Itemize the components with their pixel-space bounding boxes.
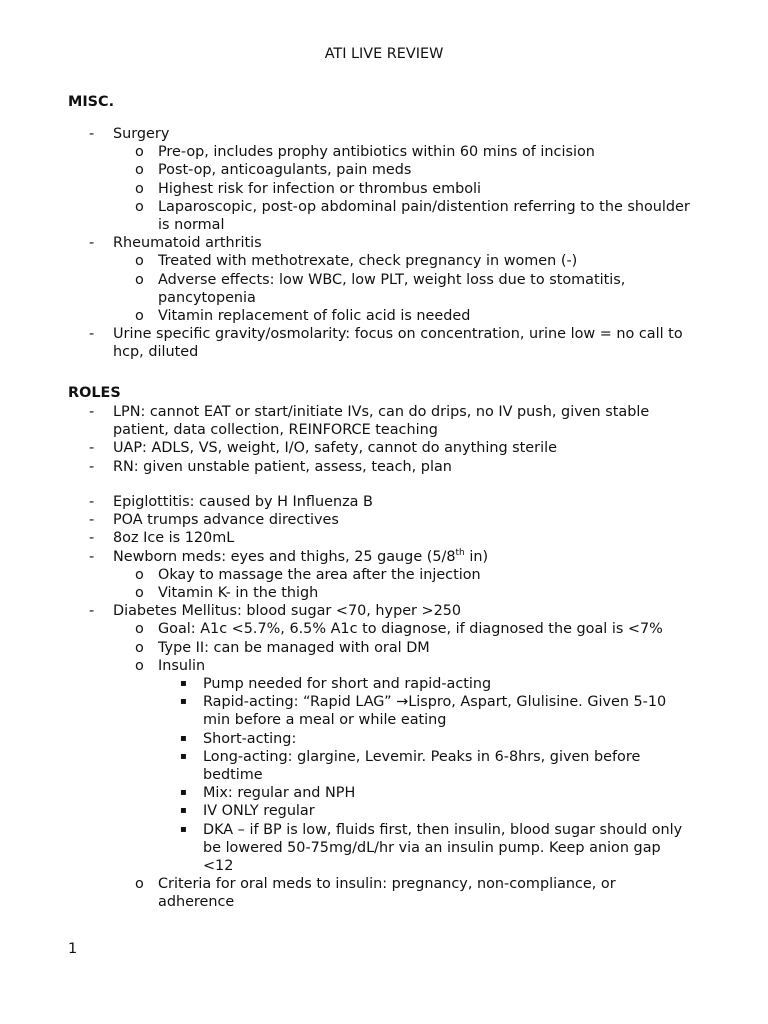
list-item-text: Criteria for oral meds to insulin: pregnancy, non-compliance, or adherence xyxy=(158,876,616,911)
list-item-text: Surgery xyxy=(113,126,170,142)
other-list xyxy=(0,493,768,912)
sub-sub-list-item xyxy=(0,730,768,748)
list-item-text: 8oz Ice is 120mL xyxy=(113,530,235,547)
dash-marker: - xyxy=(89,235,95,252)
list-item-text: Okay to massage the area after the injection xyxy=(158,566,481,583)
list-item-rn xyxy=(0,458,768,476)
sub-list-item xyxy=(0,180,768,198)
list-item-text: Rapid-acting: “Rapid LAG” →Lispro, Aspart, Glulisine. Given 5-10 min before a meal or while eating xyxy=(203,694,667,729)
list-item-newborn-meds xyxy=(0,548,768,566)
sub-list-item xyxy=(0,198,768,234)
dash-marker: - xyxy=(89,603,95,620)
list-item-urine xyxy=(0,325,768,361)
dash-marker: - xyxy=(89,458,95,475)
list-item-text: Vitamin K- in the thigh xyxy=(158,585,319,602)
dash-marker: - xyxy=(89,512,95,529)
ordinal-superscript: th xyxy=(455,547,465,558)
square-bullet-marker: ▪ xyxy=(180,732,187,744)
circle-marker: o xyxy=(135,162,144,179)
sub-list-item xyxy=(0,143,768,161)
list-item-rheumatoid-arthritis xyxy=(0,234,768,252)
sub-sub-list-item xyxy=(0,784,768,802)
list-item-text: Rheumatoid arthritis xyxy=(113,235,262,252)
sub-list-item xyxy=(0,639,768,657)
list-item-text: POA trumps advance directives xyxy=(113,512,339,529)
sub-list-item-insulin xyxy=(0,657,768,675)
list-item-text: Epiglottitis: caused by H Influenza B xyxy=(113,494,373,510)
list-item-text: Pre-op, includes prophy antibiotics within 60 mins of incision xyxy=(158,144,595,161)
list-item-text: DKA – if BP is low, fluids first, then insulin, blood sugar should only be lowered 50-75mg/dL/hr via an insulin pump. Keep anion gap <12 xyxy=(203,821,683,875)
sub-list-item xyxy=(0,566,768,584)
dash-marker: - xyxy=(89,126,95,142)
list-item-text: Goal: A1c <5.7%, 6.5% A1c to diagnose, if diagnosed the goal is <7% xyxy=(158,621,663,638)
list-item-text: LPN: cannot EAT or start/initiate IVs, can do drips, no IV push, given stable patient, data collection, REINFORCE teaching xyxy=(113,404,650,439)
list-item-surgery xyxy=(0,125,768,143)
circle-marker: o xyxy=(135,253,144,270)
circle-marker: o xyxy=(135,639,144,656)
document-title: ATI LIVE REVIEW xyxy=(324,46,444,62)
circle-marker: o xyxy=(135,180,144,197)
square-bullet-marker: ▪ xyxy=(180,696,187,708)
list-item-text: Diabetes Mellitus: blood sugar <70, hyper >250 xyxy=(113,603,462,620)
list-item-text: Highest risk for infection or thrombus emboli xyxy=(158,180,482,197)
dash-marker: - xyxy=(89,404,95,420)
sub-sub-list-item xyxy=(0,748,768,784)
list-item-ice xyxy=(0,529,768,547)
newborn-label-pre: Newborn meds: eyes and thighs, 25 gauge (5/8 xyxy=(113,548,456,565)
list-item-text: Treated with methotrexate, check pregnancy in women (-) xyxy=(158,253,578,270)
sub-list-item xyxy=(0,271,768,307)
sub-sub-list-item xyxy=(0,802,768,820)
list-item-text: Type II: can be managed with oral DM xyxy=(158,639,430,656)
sub-sub-list-item xyxy=(0,693,768,729)
dash-marker: - xyxy=(89,530,95,547)
circle-marker: o xyxy=(135,566,144,583)
circle-marker: o xyxy=(135,585,144,602)
sub-list-item xyxy=(0,875,768,911)
section-heading-roles: ROLES xyxy=(68,385,121,401)
circle-marker: o xyxy=(135,198,144,215)
circle-marker: o xyxy=(135,657,144,674)
sub-list-item xyxy=(0,161,768,179)
section-heading-misc: MISC. xyxy=(68,94,115,110)
list-item-text: Post-op, anticoagulants, pain meds xyxy=(158,162,412,179)
list-item-diabetes-mellitus xyxy=(0,602,768,620)
dash-marker: - xyxy=(89,326,95,343)
circle-marker: o xyxy=(135,308,144,325)
circle-marker: o xyxy=(135,621,144,638)
dash-marker: - xyxy=(89,440,95,457)
list-item-text xyxy=(113,549,488,565)
sub-list-item xyxy=(0,307,768,325)
page-number: 1 xyxy=(68,941,78,957)
roles-list xyxy=(0,403,768,476)
sub-sub-list-item xyxy=(0,821,768,876)
list-item-lpn xyxy=(0,403,768,439)
square-bullet-marker: ▪ xyxy=(180,787,187,799)
square-bullet-marker: ▪ xyxy=(180,805,187,817)
dash-marker: - xyxy=(89,494,95,510)
misc-list xyxy=(0,125,768,362)
list-item-text: Short-acting: xyxy=(203,730,297,747)
list-item-text: Adverse effects: low WBC, low PLT, weight loss due to stomatitis, pancytopenia xyxy=(158,271,626,306)
list-item-text: Vitamin replacement of folic acid is needed xyxy=(158,308,471,325)
circle-marker: o xyxy=(135,876,144,893)
list-item-text: Laparoscopic, post-op abdominal pain/distention referring to the shoulder is normal xyxy=(158,198,690,234)
circle-marker: o xyxy=(135,271,144,288)
list-item-text: Pump needed for short and rapid-acting xyxy=(203,676,492,693)
sub-list-item xyxy=(0,252,768,270)
list-item-epiglottitis xyxy=(0,493,768,511)
list-item-text: Insulin xyxy=(158,657,206,674)
list-item-text: Urine specific gravity/osmolarity: focus on concentration, urine low = no call to hcp, diluted xyxy=(113,326,683,361)
list-item-text: Long-acting: glargine, Levemir. Peaks in 6-8hrs, given before bedtime xyxy=(203,748,641,784)
list-item-text: RN: given unstable patient, assess, teach, plan xyxy=(113,458,452,475)
square-bullet-marker: ▪ xyxy=(180,750,187,762)
list-item-text: UAP: ADLS, VS, weight, I/O, safety, cannot do anything sterile xyxy=(113,440,557,457)
list-item-uap xyxy=(0,439,768,457)
list-item-text: IV ONLY regular xyxy=(203,803,315,820)
list-item-poa xyxy=(0,511,768,529)
sub-sub-list-item xyxy=(0,675,768,693)
sub-list-item xyxy=(0,584,768,602)
circle-marker: o xyxy=(135,144,144,161)
sub-list-item xyxy=(0,620,768,638)
square-bullet-marker: ▪ xyxy=(180,823,187,835)
square-bullet-marker: ▪ xyxy=(180,678,187,690)
list-item-text: Mix: regular and NPH xyxy=(203,785,356,802)
newborn-label-post: in) xyxy=(464,548,489,565)
dash-marker: - xyxy=(89,548,95,565)
